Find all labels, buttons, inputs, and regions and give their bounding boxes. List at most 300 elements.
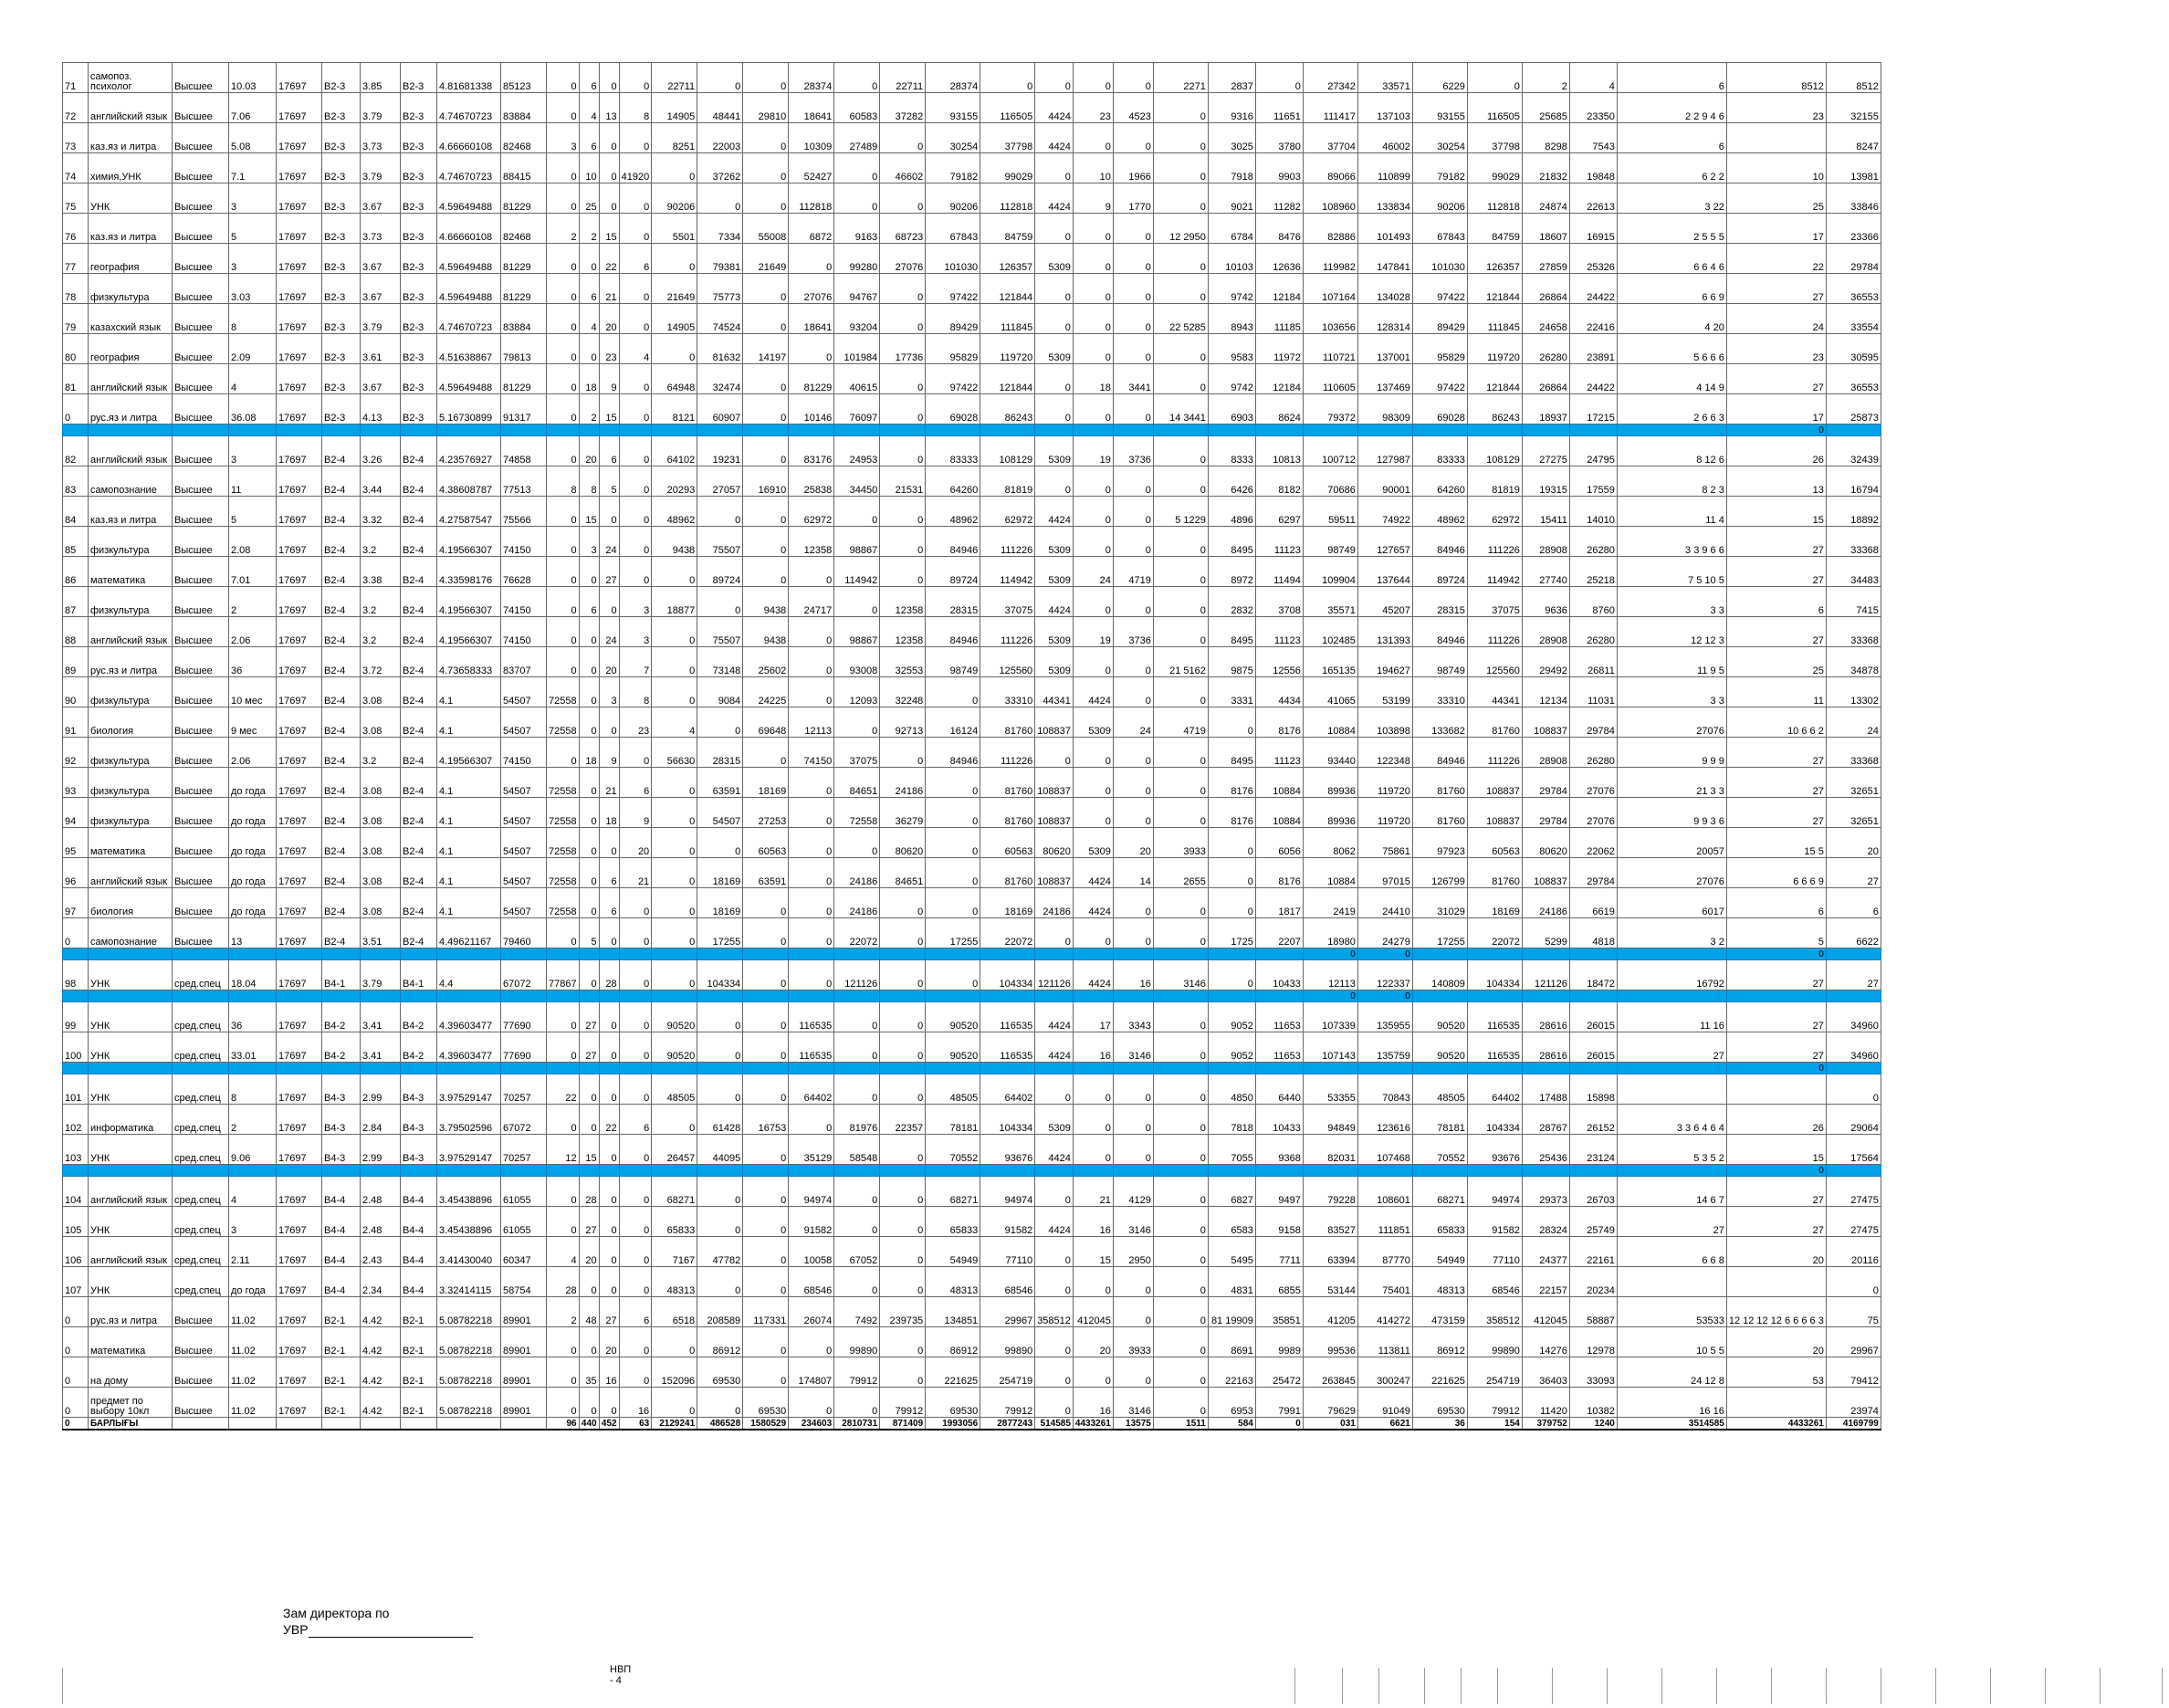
cell-v10 <box>1035 990 1074 1002</box>
cell-grade: В2-3 <box>322 334 361 364</box>
cell-num: 106 <box>63 1237 89 1267</box>
cell-v17: 33571 <box>1357 63 1412 93</box>
cell-v8: 69530 <box>926 1388 980 1418</box>
cell-v12: 0 <box>1113 527 1153 557</box>
cell-v9: 116505 <box>980 93 1035 123</box>
cell-v14: 9021 <box>1208 183 1255 214</box>
cell-num: 81 <box>63 364 89 394</box>
cell-v8: 64260 <box>926 466 980 497</box>
cell-grade: В2-4 <box>322 436 361 466</box>
cell-v8: 134851 <box>926 1297 980 1327</box>
cell-experience: 18.04 <box>229 960 277 990</box>
cell-h4: 0 <box>599 828 619 858</box>
cell-v8: 16124 <box>926 707 980 738</box>
cell-h3: 0 <box>579 244 599 274</box>
cell-v14: 8972 <box>1208 557 1255 587</box>
cell-h1: 70257 <box>501 1135 547 1165</box>
cell-num: 82 <box>63 436 89 466</box>
cell-v7: 80620 <box>880 828 926 858</box>
cell-h4: 9 <box>599 738 619 768</box>
cell-num: 75 <box>63 183 89 214</box>
cell-h3: 27 <box>579 1002 599 1032</box>
cell-num <box>63 1165 89 1177</box>
separator-row <box>63 990 1881 1002</box>
cell-c8: 3.45438896 <box>437 1207 501 1237</box>
cell-h4: 22 <box>599 244 619 274</box>
cell-v12: 4129 <box>1113 1177 1153 1207</box>
cell-c8 <box>437 1063 501 1074</box>
cell-v11: 0 <box>1073 334 1113 364</box>
cell-v13: 0 <box>1153 527 1208 557</box>
cell-v9 <box>980 424 1035 436</box>
cell-v23: 27 <box>1726 274 1826 304</box>
cell-v10: 0 <box>1035 1327 1074 1357</box>
cell-v5 <box>789 1063 834 1074</box>
cell-v4: 1580529 <box>743 1418 789 1430</box>
cell-v3: 54507 <box>697 798 743 828</box>
table-row <box>63 244 1881 274</box>
cell-v10: 5309 <box>1035 436 1074 466</box>
cell-v4: 9438 <box>743 587 789 617</box>
cell-v10: 5309 <box>1035 557 1074 587</box>
cell-v3: 104334 <box>697 960 743 990</box>
cell-v11: 10 <box>1073 153 1113 183</box>
cell-v18: 140809 <box>1412 960 1467 990</box>
cell-num: 73 <box>63 123 89 153</box>
cell-v2: 22711 <box>652 63 697 93</box>
cell-v9: 99029 <box>980 153 1035 183</box>
table-row <box>63 918 1881 948</box>
cell-v12: 0 <box>1113 63 1153 93</box>
cell-c7: В4-3 <box>401 1105 437 1135</box>
cell-v18: 97422 <box>1412 274 1467 304</box>
cell-v14: 9875 <box>1208 647 1255 677</box>
table-row <box>63 364 1881 394</box>
cell-c7: В2-4 <box>401 707 437 738</box>
cell-grade: В2-3 <box>322 244 361 274</box>
cell-h1: 75566 <box>501 497 547 527</box>
table-row <box>63 274 1881 304</box>
cell-experience: 2.11 <box>229 1237 277 1267</box>
cell-rate: 17697 <box>277 587 322 617</box>
cell-subject: биология <box>89 888 173 918</box>
cell-v24: 34960 <box>1826 1002 1881 1032</box>
cell-v12: 24 <box>1113 707 1153 738</box>
cell-v1: 63 <box>619 1418 652 1430</box>
cell-v24 <box>1826 990 1881 1002</box>
cell-v8 <box>926 948 980 960</box>
cell-category: Высшее <box>173 466 229 497</box>
cell-v19: 116535 <box>1467 1032 1522 1063</box>
cell-v3: 32474 <box>697 364 743 394</box>
cell-v22: 6 2 2 <box>1617 153 1726 183</box>
footer-gridline <box>1661 1668 1662 1704</box>
cell-v23: 10 <box>1726 153 1826 183</box>
cell-v13: 2271 <box>1153 63 1208 93</box>
cell-v16: 53144 <box>1303 1267 1357 1297</box>
cell-v17: 70843 <box>1357 1074 1412 1105</box>
cell-experience: 7.06 <box>229 93 277 123</box>
cell-grade: В4-3 <box>322 1074 361 1105</box>
cell-v3: 75507 <box>697 527 743 557</box>
cell-h3: 0 <box>579 1388 599 1418</box>
cell-v2 <box>652 1063 697 1074</box>
cell-v20: 412045 <box>1522 1297 1569 1327</box>
cell-experience: 8 <box>229 1074 277 1105</box>
cell-v9: 125560 <box>980 647 1035 677</box>
cell-v15: 35851 <box>1255 1297 1303 1327</box>
cell-v8: 83333 <box>926 436 980 466</box>
cell-h4: 15 <box>599 394 619 424</box>
cell-v10: 44341 <box>1035 677 1074 707</box>
separator-row <box>63 948 1881 960</box>
cell-v13: 0 <box>1153 274 1208 304</box>
cell-v1: 0 <box>619 918 652 948</box>
cell-v1: 0 <box>619 557 652 587</box>
cell-v23: 6 <box>1726 587 1826 617</box>
cell-v16: 59511 <box>1303 497 1357 527</box>
cell-c7: В2-3 <box>401 364 437 394</box>
cell-coef: 3.08 <box>361 858 401 888</box>
cell-grade: В2-4 <box>322 707 361 738</box>
cell-v16: 82886 <box>1303 214 1357 244</box>
cell-v12: 3441 <box>1113 364 1153 394</box>
cell-num: 92 <box>63 738 89 768</box>
cell-v19: 86243 <box>1467 394 1522 424</box>
cell-v2: 14905 <box>652 93 697 123</box>
cell-v6: 0 <box>834 707 880 738</box>
cell-v15: 0 <box>1255 63 1303 93</box>
cell-v2: 14905 <box>652 304 697 334</box>
cell-v16: 89936 <box>1303 768 1357 798</box>
table-row <box>63 1357 1881 1388</box>
cell-v15: 11282 <box>1255 183 1303 214</box>
cell-c7: В2-1 <box>401 1388 437 1418</box>
cell-v17: 127657 <box>1357 527 1412 557</box>
cell-coef: 3.08 <box>361 798 401 828</box>
cell-v10: 4424 <box>1035 183 1074 214</box>
cell-v7 <box>880 990 926 1002</box>
cell-num <box>63 990 89 1002</box>
cell-subject <box>89 990 173 1002</box>
cell-v20: 9636 <box>1522 587 1569 617</box>
cell-v23 <box>1726 1074 1826 1105</box>
cell-v7: 871409 <box>880 1418 926 1430</box>
cell-h2: 72558 <box>547 888 580 918</box>
cell-experience: 2.06 <box>229 617 277 647</box>
cell-num: 103 <box>63 1135 89 1165</box>
cell-v6: 0 <box>834 587 880 617</box>
cell-h2 <box>547 1063 580 1074</box>
cell-v15: 11185 <box>1255 304 1303 334</box>
cell-v5: 0 <box>789 677 834 707</box>
cell-c8: 3.79502596 <box>437 1105 501 1135</box>
cell-v13: 0 <box>1153 1237 1208 1267</box>
cell-v3: 73148 <box>697 647 743 677</box>
cell-h1: 74150 <box>501 587 547 617</box>
cell-category: Высшее <box>173 858 229 888</box>
cell-grade: В2-4 <box>322 466 361 497</box>
cell-v15: 9158 <box>1255 1207 1303 1237</box>
cell-v15: 11651 <box>1255 93 1303 123</box>
cell-v19: 112818 <box>1467 183 1522 214</box>
cell-v15: 10433 <box>1255 1105 1303 1135</box>
cell-num: 88 <box>63 617 89 647</box>
cell-v19 <box>1467 1165 1522 1177</box>
cell-grade: В2-3 <box>322 364 361 394</box>
cell-v16: 98749 <box>1303 527 1357 557</box>
cell-v22 <box>1617 948 1726 960</box>
cell-v21: 11031 <box>1569 677 1617 707</box>
cell-v5: 26074 <box>789 1297 834 1327</box>
cell-v1: 0 <box>619 527 652 557</box>
cell-v24: 32155 <box>1826 93 1881 123</box>
cell-experience: 2 <box>229 1105 277 1135</box>
cell-experience: 3 <box>229 244 277 274</box>
cell-v21: 25749 <box>1569 1207 1617 1237</box>
cell-v14: 6426 <box>1208 466 1255 497</box>
cell-v3: 89724 <box>697 557 743 587</box>
cell-v7: 0 <box>880 1237 926 1267</box>
cell-v17: 91049 <box>1357 1388 1412 1418</box>
footer-gridline <box>1826 1668 1827 1704</box>
cell-v4: 0 <box>743 557 789 587</box>
cell-v24: 6622 <box>1826 918 1881 948</box>
cell-v7: 17736 <box>880 334 926 364</box>
cell-v21: 25326 <box>1569 244 1617 274</box>
cell-v10: 0 <box>1035 364 1074 394</box>
cell-coef: 3.67 <box>361 244 401 274</box>
table-row <box>63 617 1881 647</box>
cell-v2: 64948 <box>652 364 697 394</box>
cell-v12: 0 <box>1113 1074 1153 1105</box>
cell-v7: 0 <box>880 394 926 424</box>
cell-v1: 3 <box>619 587 652 617</box>
cell-v8: 30254 <box>926 123 980 153</box>
cell-num: 96 <box>63 858 89 888</box>
cell-c8: 4.19566307 <box>437 527 501 557</box>
cell-v4: 18169 <box>743 768 789 798</box>
cell-v5: 18641 <box>789 93 834 123</box>
cell-subject: рус.яз и литра <box>89 394 173 424</box>
cell-grade <box>322 1418 361 1430</box>
cell-v10 <box>1035 424 1074 436</box>
cell-v3: 69530 <box>697 1357 743 1388</box>
cell-v24: 13302 <box>1826 677 1881 707</box>
cell-v7: 12358 <box>880 617 926 647</box>
cell-category <box>173 1418 229 1430</box>
cell-experience: 3 <box>229 183 277 214</box>
cell-v12 <box>1113 1165 1153 1177</box>
cell-v14: 7055 <box>1208 1135 1255 1165</box>
cell-v8: 28315 <box>926 587 980 617</box>
cell-v19: 108129 <box>1467 436 1522 466</box>
cell-v10: 5309 <box>1035 334 1074 364</box>
cell-v8: 97422 <box>926 274 980 304</box>
signature-line <box>309 1626 473 1638</box>
cell-v6: 99890 <box>834 1327 880 1357</box>
cell-v2: 0 <box>652 617 697 647</box>
cell-v22: 4 14 9 <box>1617 364 1726 394</box>
cell-v18 <box>1412 1063 1467 1074</box>
cell-v5 <box>789 424 834 436</box>
cell-v17: 107468 <box>1357 1135 1412 1165</box>
cell-h1 <box>501 424 547 436</box>
cell-v23: 10 6 6 2 <box>1726 707 1826 738</box>
cell-v9 <box>980 948 1035 960</box>
cell-v20 <box>1522 424 1569 436</box>
cell-v9: 37798 <box>980 123 1035 153</box>
cell-v7: 0 <box>880 274 926 304</box>
cell-v22: 27 <box>1617 1207 1726 1237</box>
cell-v2: 90520 <box>652 1002 697 1032</box>
cell-h4: 27 <box>599 557 619 587</box>
cell-h1: 60347 <box>501 1237 547 1267</box>
cell-v7: 0 <box>880 1135 926 1165</box>
cell-v1: 20 <box>619 828 652 858</box>
cell-v10 <box>1035 1063 1074 1074</box>
cell-category: сред.спец <box>173 1002 229 1032</box>
table-row <box>63 798 1881 828</box>
cell-coef: 2.43 <box>361 1237 401 1267</box>
cell-category: Высшее <box>173 617 229 647</box>
cell-h4 <box>599 424 619 436</box>
cell-v6: 12093 <box>834 677 880 707</box>
cell-v17: 75861 <box>1357 828 1412 858</box>
cell-coef: 4.42 <box>361 1327 401 1357</box>
table-row <box>63 1267 1881 1297</box>
cell-h4: 6 <box>599 858 619 888</box>
cell-v6: 0 <box>834 1002 880 1032</box>
cell-grade: В4-4 <box>322 1207 361 1237</box>
cell-v8: 97422 <box>926 364 980 394</box>
cell-v23: 15 5 <box>1726 828 1826 858</box>
cell-v10: 358512 <box>1035 1297 1074 1327</box>
cell-v20: 29373 <box>1522 1177 1569 1207</box>
cell-subject: УНК <box>89 1207 173 1237</box>
cell-v5: 62972 <box>789 497 834 527</box>
cell-h2: 0 <box>547 1207 580 1237</box>
cell-rate: 17697 <box>277 1207 322 1237</box>
cell-v13: 21 5162 <box>1153 647 1208 677</box>
cell-v12 <box>1113 424 1153 436</box>
cell-v8: 1993056 <box>926 1418 980 1430</box>
table-row <box>63 707 1881 738</box>
cell-v10: 5309 <box>1035 527 1074 557</box>
cell-v8: 84946 <box>926 738 980 768</box>
cell-v2: 0 <box>652 960 697 990</box>
cell-num: 99 <box>63 1002 89 1032</box>
cell-v23: 0 <box>1726 1063 1826 1074</box>
cell-v6: 114942 <box>834 557 880 587</box>
cell-h1: 54507 <box>501 858 547 888</box>
cell-v8: 67843 <box>926 214 980 244</box>
cell-v17: 24279 <box>1357 918 1412 948</box>
separator-row <box>63 1165 1881 1177</box>
cell-category: сред.спец <box>173 1207 229 1237</box>
signature-label: Зам директора по УВР <box>283 1606 390 1637</box>
cell-v5: 94974 <box>789 1177 834 1207</box>
cell-v8 <box>926 1165 980 1177</box>
cell-h2: 72558 <box>547 768 580 798</box>
cell-experience: до года <box>229 1267 277 1297</box>
cell-v3: 63591 <box>697 768 743 798</box>
cell-v17: 194627 <box>1357 647 1412 677</box>
cell-v12: 0 <box>1113 1135 1153 1165</box>
cell-v8: 86912 <box>926 1327 980 1357</box>
cell-v7: 36279 <box>880 798 926 828</box>
cell-v14: 8176 <box>1208 798 1255 828</box>
cell-v12 <box>1113 948 1153 960</box>
cell-v13: 0 <box>1153 617 1208 647</box>
cell-v15: 12184 <box>1255 364 1303 394</box>
cell-v19: 154 <box>1467 1418 1522 1430</box>
cell-v1: 9 <box>619 798 652 828</box>
cell-h3: 18 <box>579 738 599 768</box>
cell-h2: 0 <box>547 153 580 183</box>
cell-v18: 89429 <box>1412 304 1467 334</box>
cell-category: Высшее <box>173 738 229 768</box>
footer-gridline <box>1294 1668 1295 1704</box>
cell-experience: до года <box>229 888 277 918</box>
cell-v24: 4169799 <box>1826 1418 1881 1430</box>
cell-v3: 0 <box>697 1032 743 1063</box>
cell-v6 <box>834 424 880 436</box>
cell-v17: 137644 <box>1357 557 1412 587</box>
cell-c8: 4.74670723 <box>437 153 501 183</box>
cell-v17: 90001 <box>1357 466 1412 497</box>
cell-num: 0 <box>63 1418 89 1430</box>
cell-v8: 0 <box>926 858 980 888</box>
cell-v2: 7167 <box>652 1237 697 1267</box>
cell-subject: УНК <box>89 1032 173 1063</box>
separator-row <box>63 1063 1881 1074</box>
cell-v4: 69530 <box>743 1388 789 1418</box>
cell-experience: 9 мес <box>229 707 277 738</box>
cell-v20: 18937 <box>1522 394 1569 424</box>
cell-v20: 80620 <box>1522 828 1569 858</box>
cell-h1: 54507 <box>501 768 547 798</box>
cell-v21: 22613 <box>1569 183 1617 214</box>
cell-v11: 0 <box>1073 1074 1113 1105</box>
cell-c8 <box>437 1418 501 1430</box>
cell-v17: 137001 <box>1357 334 1412 364</box>
cell-h1: 83707 <box>501 647 547 677</box>
cell-v23: 17 <box>1726 394 1826 424</box>
cell-experience: 11.02 <box>229 1357 277 1388</box>
cell-c7: В2-4 <box>401 888 437 918</box>
table-row <box>63 1388 1881 1418</box>
cell-v11: 24 <box>1073 557 1113 587</box>
cell-v6: 81976 <box>834 1105 880 1135</box>
cell-v14 <box>1208 990 1255 1002</box>
cell-v24: 23974 <box>1826 1388 1881 1418</box>
cell-v12: 3146 <box>1113 1032 1153 1063</box>
cell-v1 <box>619 1063 652 1074</box>
cell-v17: 46002 <box>1357 123 1412 153</box>
cell-v17: 74922 <box>1357 497 1412 527</box>
cell-v18: 48505 <box>1412 1074 1467 1105</box>
cell-v1: 0 <box>619 960 652 990</box>
cell-c7: В2-3 <box>401 153 437 183</box>
cell-v24 <box>1826 1165 1881 1177</box>
cell-v16 <box>1303 1063 1357 1074</box>
cell-v20: 11420 <box>1522 1388 1569 1418</box>
table-row <box>63 334 1881 364</box>
cell-v21: 26703 <box>1569 1177 1617 1207</box>
cell-v6: 93204 <box>834 304 880 334</box>
cell-v11: 0 <box>1073 1135 1113 1165</box>
